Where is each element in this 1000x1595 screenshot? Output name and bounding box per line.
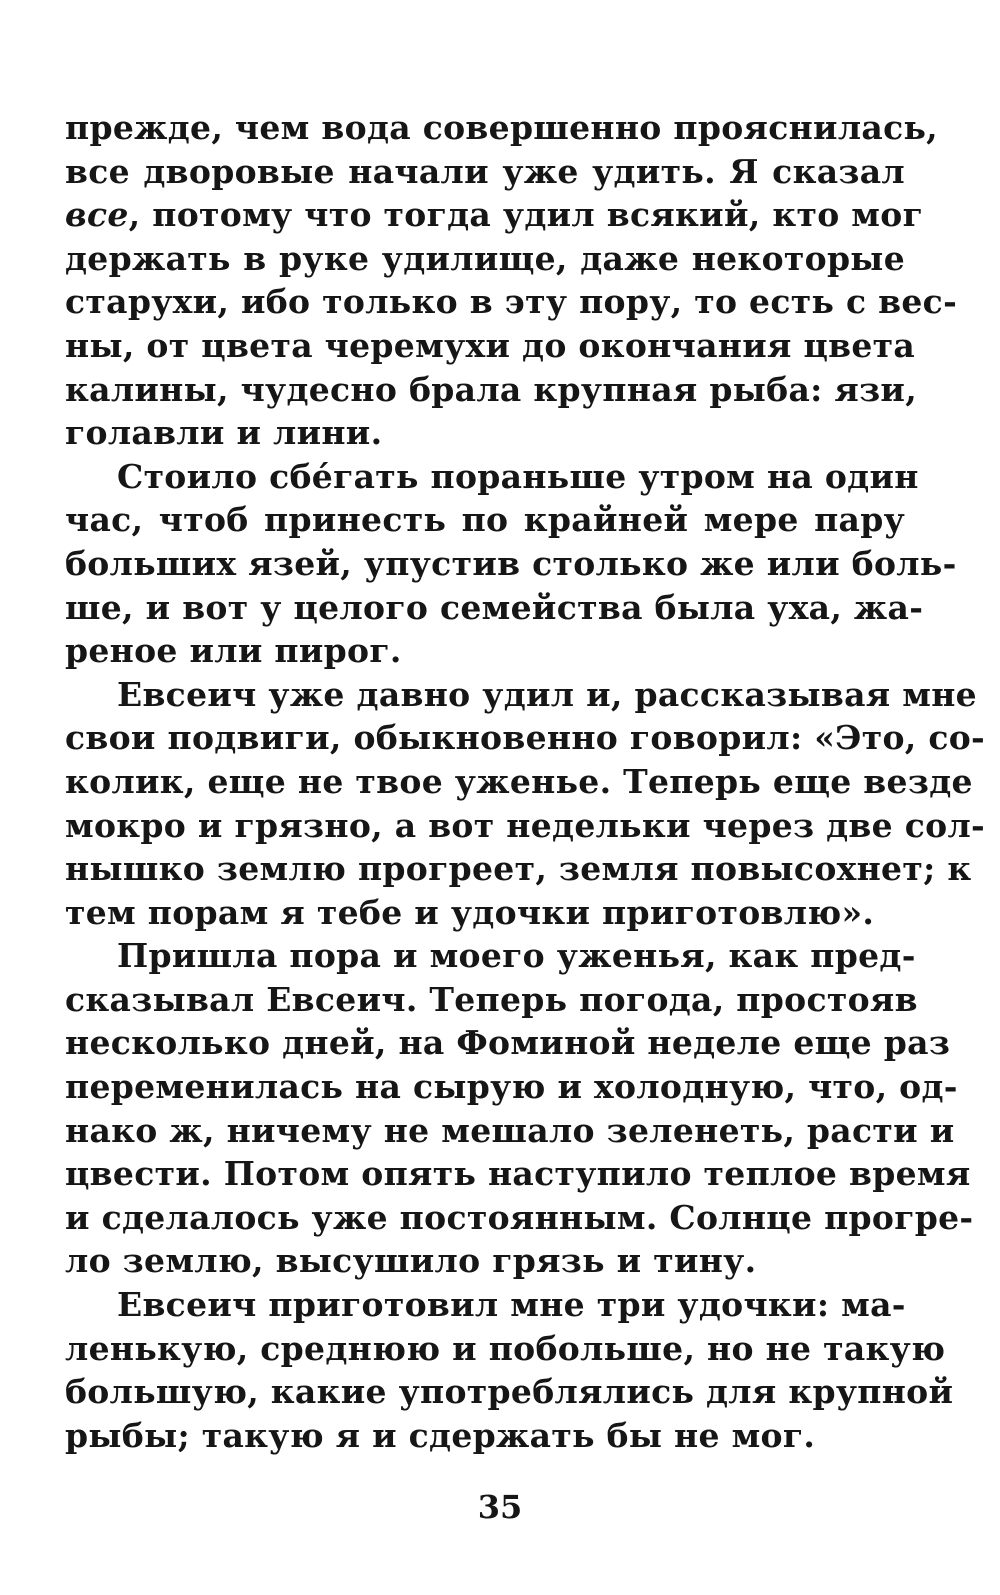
text-line: ленькую, среднюю и побольше, но не такую [65,1328,946,1368]
page-number: 35 [477,1488,523,1526]
text-line: Евсеич приготовил мне три удочки: ма- [117,1285,906,1325]
paragraph-2 [65,455,957,673]
text-line: ло землю, высушило грязь и тину. [65,1241,757,1281]
text-line: цвести. Потом опять наступило теплое время [65,1154,971,1194]
text-line: рыбы; такую я и сдержать бы не мог. [65,1415,816,1455]
text-line: калины, чудесно брала крупная рыба: язи, [65,369,918,409]
text-line: старухи, ибо только в эту пору, то есть с вес- [65,282,958,322]
text-line: свои подвиги, обыкновенно говорил: «Это, со- [65,718,986,758]
text-line: прежде, чем вода совершенно прояснилась, [65,108,938,147]
text-line-with-emphasis [65,193,924,237]
text-line: несколько дней, на Фоминой неделе еще раз [65,1023,951,1063]
emphasis-word: все [65,195,129,235]
paragraph-1 [65,106,958,455]
text-line: держать в руке удилище, даже некоторые [65,238,905,278]
paragraph-5 [65,1283,954,1457]
text-line: Стоило сбе́гать пораньше утром на один [117,456,919,496]
text-line: Евсеич уже давно удил и, рассказывая мне [117,674,977,714]
text-line: голавли и лини. [65,413,383,453]
text-line: колик, еще не твое уженье. Теперь еще везде [65,761,973,801]
text-line: реное или пирог. [65,631,402,671]
text-line: все дворовые начали уже удить. Я сказал [65,151,905,191]
text-line: нако ж, ничему не мешало зеленеть, расти и [65,1110,955,1150]
paragraph-3 [65,673,986,935]
text-line: нышко землю прогреет, земля повысохнет; к [65,849,972,889]
text-line: ны, от цвета черемухи до окончания цвета [65,325,916,365]
text-line: большую, какие употреблялись для крупной [65,1372,954,1412]
text-line: тем порам я тебе и удочки приготовлю». [65,892,875,932]
text-line: и сделалось уже постоянным. Солнце прогре- [65,1197,974,1237]
text-line: Пришла пора и моего уженья, как пред- [117,936,916,976]
text-line: переменилась на сырую и холодную, что, од- [65,1067,958,1107]
text-line: мокро и грязно, а вот недельки через две сол- [65,805,986,845]
text-line-rest: , потому что тогда удил всякий, кто мог [128,195,924,235]
page-body [65,106,986,1457]
text-line: час, чтоб принесть по крайней мере пару [65,500,905,540]
text-line: ше, и вот у целого семейства была уха, жа- [65,587,924,627]
text-line: больших язей, упустив столько же или боль- [65,543,957,583]
paragraph-4 [65,934,974,1283]
text-line: сказывал Евсеич. Теперь погода, простояв [65,979,918,1019]
